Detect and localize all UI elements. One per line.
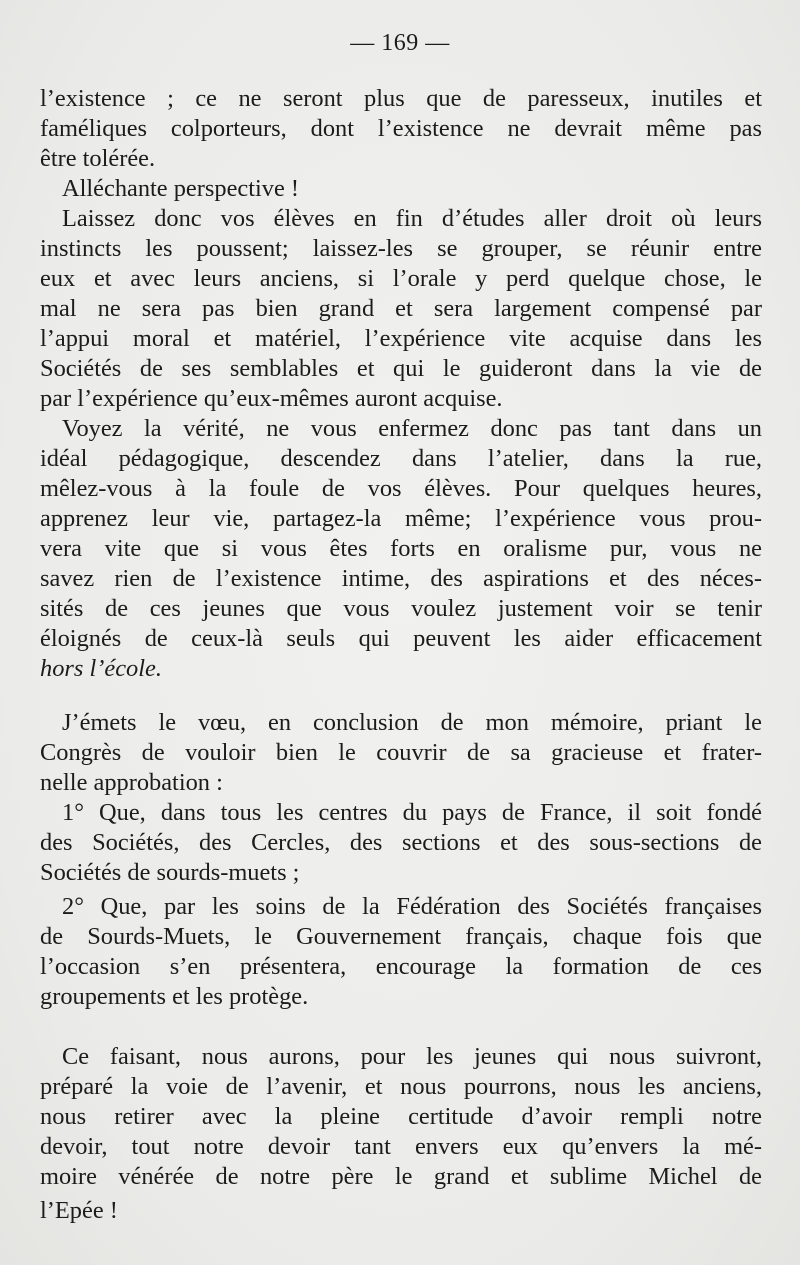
text-line: J’émets le vœu, en conclusion de mon mémoire, priant le xyxy=(62,709,762,736)
text-line: des Sociétés, des Cercles, des sections et des sous-sections de xyxy=(40,829,762,856)
text-line: 2° Que, par les soins de la Fédération des Sociétés françaises xyxy=(62,893,762,920)
text-line: mêlez-vous à la foule de vos élèves. Pour quelques heures, xyxy=(40,475,762,502)
text-line: Laissez donc vos élèves en fin d’études aller droit où leurs xyxy=(62,205,762,232)
text-line: être tolérée. xyxy=(40,145,156,172)
text-line: éloignés de ceux-là seuls qui peuvent les aider efficacement xyxy=(40,625,762,652)
page-number: — 169 — xyxy=(350,30,450,56)
text-line: apprenez leur vie, partagez-la même; l’expérience vous prou- xyxy=(40,505,762,532)
text-line: instincts les poussent; laissez-les se grouper, se réunir entre xyxy=(40,235,762,262)
text-line: l’existence ; ce ne seront plus que de paresseux, inutiles et xyxy=(40,85,762,112)
text-line: moire vénérée de notre père le grand et sublime Michel de xyxy=(40,1163,762,1190)
text-line: Congrès de vouloir bien le couvrir de sa gracieuse et frater- xyxy=(40,739,762,766)
text-line: 1° Que, dans tous les centres du pays de France, il soit fondé xyxy=(62,799,762,826)
text-line: sités de ces jeunes que vous voulez justement voir se tenir xyxy=(40,595,762,622)
text-line-italic xyxy=(40,654,762,684)
text-line: l’occasion s’en présentera, encourage la formation de ces xyxy=(40,953,762,980)
text-line: idéal pédagogique, descendez dans l’atelier, dans la rue, xyxy=(40,445,762,472)
text-line: mal ne sera pas bien grand et sera largement compensé par xyxy=(40,295,762,322)
text-line: nelle approbation : xyxy=(40,769,223,796)
text-line: Sociétés de ses semblables et qui le guideront dans la vie de xyxy=(40,355,762,382)
text-line: de Sourds-Muets, le Gouvernement français, chaque fois que xyxy=(40,923,762,950)
text-line: eux et avec leurs anciens, si l’orale y perd quelque chose, le xyxy=(40,265,762,292)
text-line: groupements et les protège. xyxy=(40,983,309,1010)
text-line: Ce faisant, nous aurons, pour les jeunes qui nous suivront, xyxy=(62,1043,762,1070)
text-line: Alléchante perspective ! xyxy=(62,175,300,202)
italic-text: hors l’école. xyxy=(40,655,162,682)
text-line: devoir, tout notre devoir tant envers eux qu’envers la mé- xyxy=(40,1133,762,1160)
text-line: l’Epée ! xyxy=(40,1197,118,1224)
text-line: faméliques colporteurs, dont l’existence ne devrait même pas xyxy=(40,115,762,142)
text-line: nous retirer avec la pleine certitude d’avoir rempli notre xyxy=(40,1103,762,1130)
text-line: Voyez la vérité, ne vous enfermez donc pas tant dans un xyxy=(62,415,762,442)
text-line: savez rien de l’existence intime, des aspirations et des néces- xyxy=(40,565,762,592)
text-line: vera vite que si vous êtes forts en oralisme pur, vous ne xyxy=(40,535,762,562)
text-line: Sociétés de sourds-muets ; xyxy=(40,859,300,886)
text-line: par l’expérience qu’eux-mêmes auront acquise. xyxy=(40,385,503,412)
text-line: l’appui moral et matériel, l’expérience vite acquise dans les xyxy=(40,325,762,352)
text-line: préparé la voie de l’avenir, et nous pourrons, nous les anciens, xyxy=(40,1073,762,1100)
